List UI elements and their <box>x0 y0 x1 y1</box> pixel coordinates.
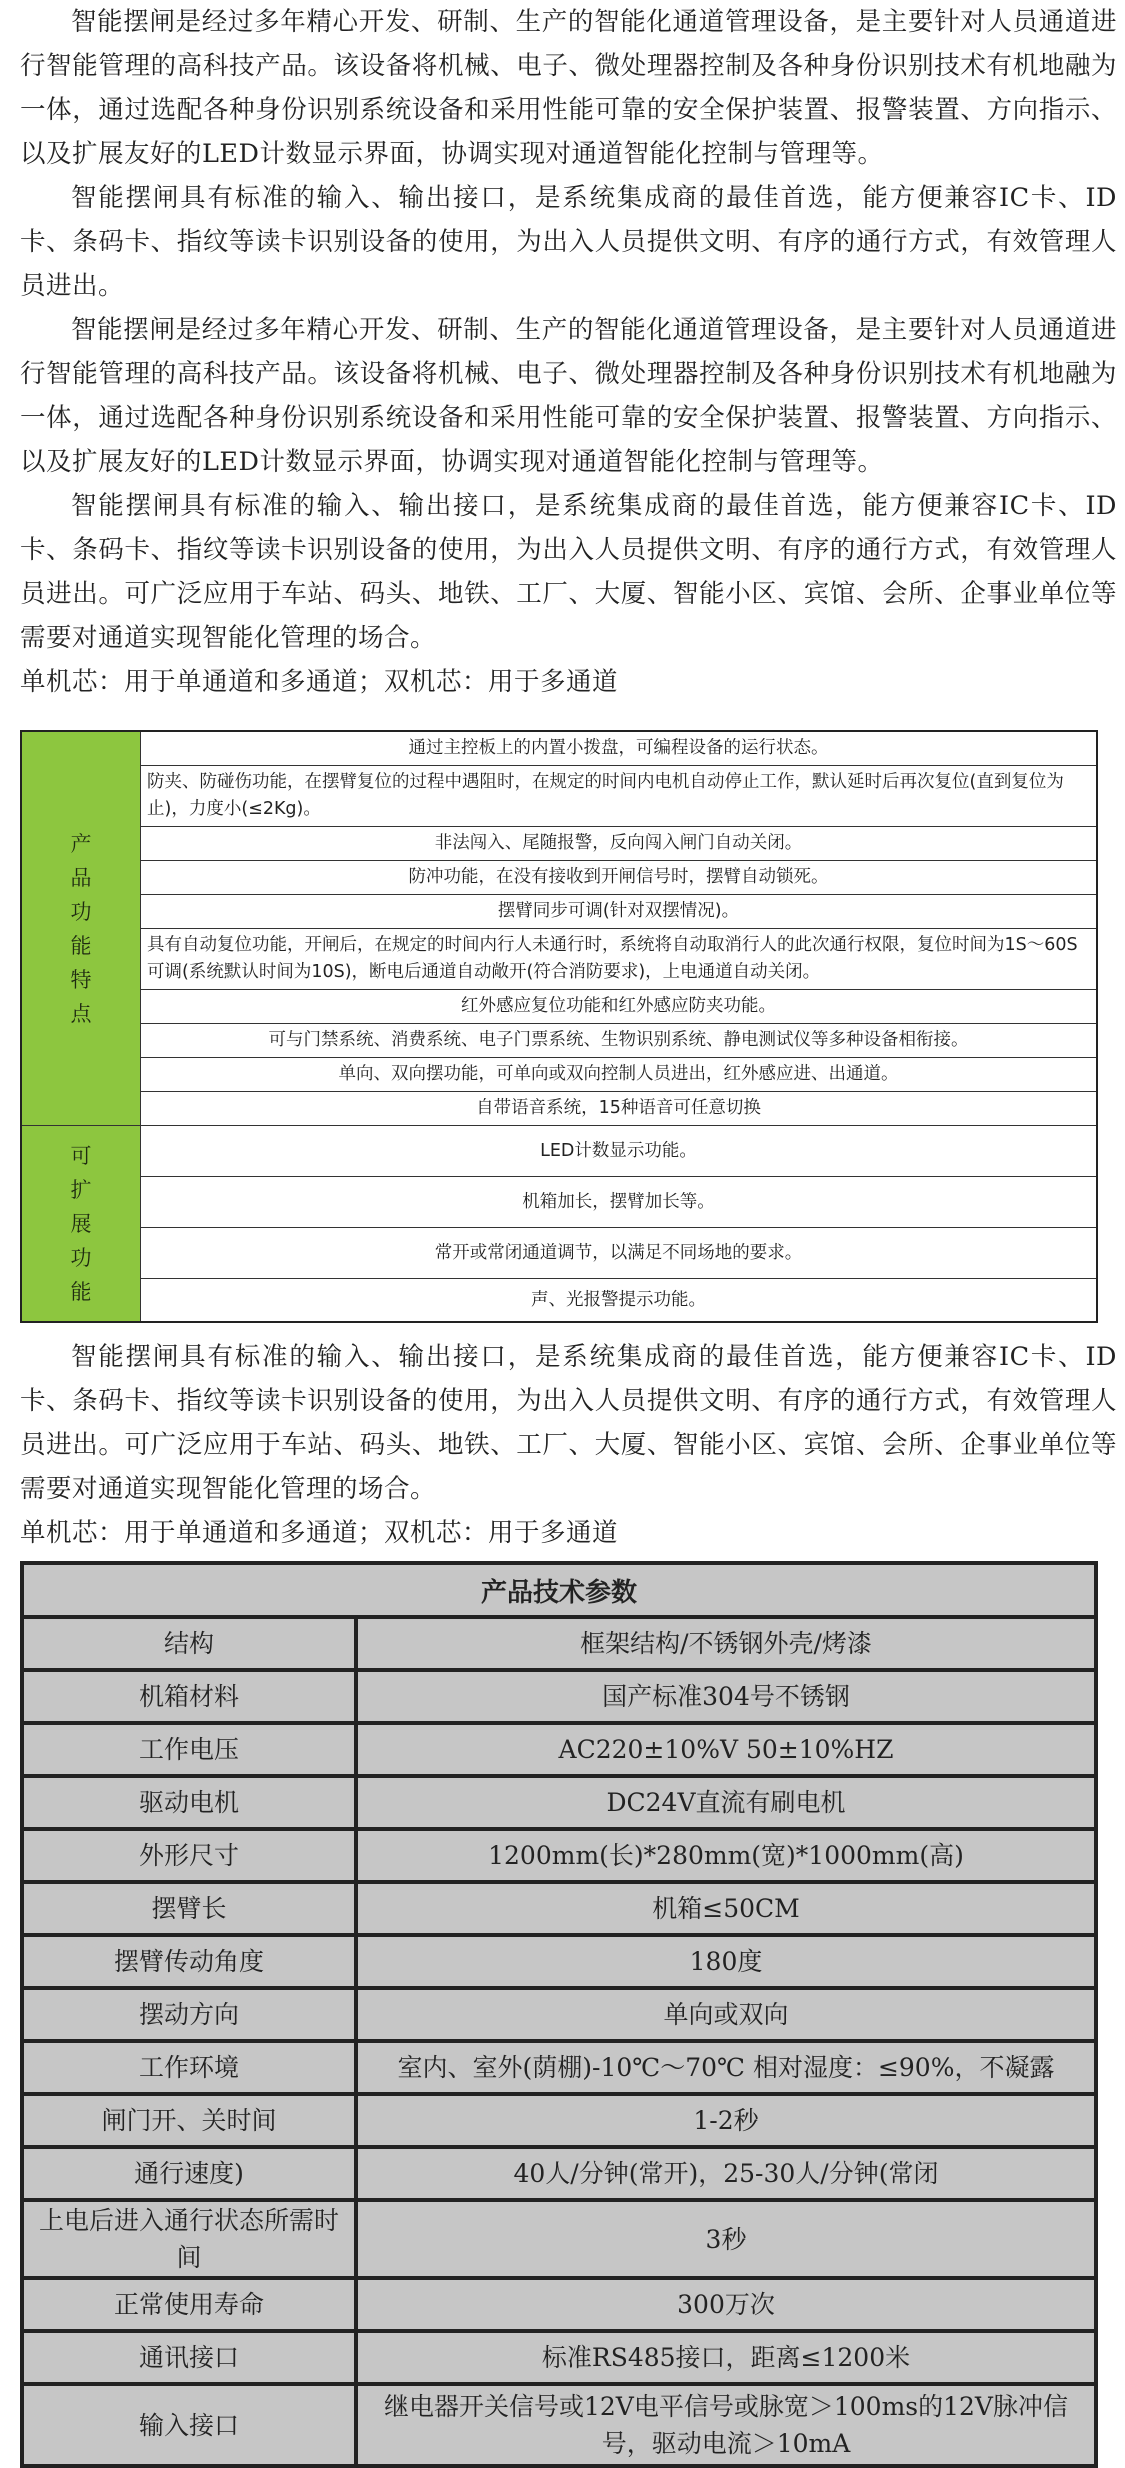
core-note: 单机芯：用于单通道和多通道；双机芯：用于多通道 <box>20 667 619 697</box>
spec-row <box>22 1988 1096 2041</box>
extension-item: LED计数显示功能。 <box>141 1126 1098 1177</box>
feature-item: 可与门禁系统、消费系统、电子门票系统、生物识别系统、静电测试仪等多种设备相衔接。 <box>141 1024 1098 1058</box>
spec-value: 40人/分钟(常开)，25-30人/分钟(常闭 <box>356 2147 1096 2200</box>
feature-row <box>21 1058 1097 1092</box>
spec-row <box>22 1723 1096 1776</box>
extension-row <box>21 1126 1097 1177</box>
extensible-features-category <box>21 1126 141 1323</box>
feature-row <box>21 766 1097 827</box>
spec-row <box>22 2094 1096 2147</box>
spec-label: 结构 <box>22 1617 356 1670</box>
spec-label: 摆臂长 <box>22 1882 356 1935</box>
spec-label: 摆动方向 <box>22 1988 356 2041</box>
feature-item: 防夹、防碰伤功能，在摆臂复位的过程中遇阻时，在规定的时间内电机自动停止工作，默认延时后再次复位(直到复位为止)，力度小(≤2Kg)。 <box>141 766 1098 827</box>
core-note: 单机芯：用于单通道和多通道；双机芯：用于多通道 <box>20 1518 619 1548</box>
spec-value: 300万次 <box>356 2278 1096 2331</box>
spec-value: 单向或双向 <box>356 1988 1096 2041</box>
intro-paragraph-3: 智能摆闸是经过多年精心开发、研制、生产的智能化通道管理设备，是主要针对人员通道进行智能管理的高科技产品。该设备将机械、电子、微处理器控制及各种身份识别技术有机地融为一体，通过选配各种身份识别系统设备和采用性能可靠的安全保护装置、报警装置、方向指示、以及扩展友好的LED计数显示界面，协调实现对通道智能化控制与管理等。 <box>20 315 1117 477</box>
spec-row <box>22 2278 1096 2331</box>
feature-row <box>21 1092 1097 1126</box>
feature-table <box>20 730 1098 1323</box>
spec-value: 框架结构/不锈钢外壳/烤漆 <box>356 1617 1096 1670</box>
feature-item: 非法闯入、尾随报警，反向闯入闸门自动关闭。 <box>141 827 1098 861</box>
feature-row <box>21 1024 1097 1058</box>
spec-value: 室内、室外(荫棚)-10℃～70℃ 相对湿度：≤90%，不凝露 <box>356 2041 1096 2094</box>
spec-value: 机箱≤50CM <box>356 1882 1096 1935</box>
product-features-category <box>21 731 141 1126</box>
spec-label: 驱动电机 <box>22 1776 356 1829</box>
feature-row <box>21 990 1097 1024</box>
spec-label: 通行速度) <box>22 2147 356 2200</box>
extension-row <box>21 1177 1097 1228</box>
intro-paragraph-4: 智能摆闸具有标准的输入、输出接口，是系统集成商的最佳首选，能方便兼容IC卡、ID卡、条码卡、指纹等读卡识别设备的使用，为出入人员提供文明、有序的通行方式，有效管理人员进出。可广泛应用于车站、码头、地铁、工厂、大厦、智能小区、宾馆、会所、企事业单位等需要对通道实现智能化管理的场合。 <box>20 491 1117 653</box>
extension-item: 声、光报警提示功能。 <box>141 1279 1098 1323</box>
extensible-features-label: 可扩展功能 <box>70 1143 92 1304</box>
feature-table-wrapper <box>20 730 1098 1323</box>
spec-label: 机箱材料 <box>22 1670 356 1723</box>
extension-item: 机箱加长，摆臂加长等。 <box>141 1177 1098 1228</box>
spec-label: 外形尺寸 <box>22 1829 356 1882</box>
spec-table <box>20 1561 1098 2468</box>
spec-value: AC220±10%V 50±10%HZ <box>356 1723 1096 1776</box>
spec-row <box>22 1882 1096 1935</box>
spec-row <box>22 1670 1096 1723</box>
feature-item: 防冲功能，在没有接收到开闸信号时，摆臂自动锁死。 <box>141 861 1098 895</box>
feature-item: 自带语音系统，15种语音可任意切换 <box>141 1092 1098 1126</box>
extension-row <box>21 1279 1097 1323</box>
product-features-label: 产品功能特点 <box>70 831 92 1026</box>
spec-table-body <box>22 1617 1096 2466</box>
feature-row <box>21 731 1097 766</box>
spec-row <box>22 2331 1096 2384</box>
spec-row <box>22 2200 1096 2278</box>
feature-item: 红外感应复位功能和红外感应防夹功能。 <box>141 990 1098 1024</box>
spec-label: 闸门开、关时间 <box>22 2094 356 2147</box>
intro-paragraph-2: 智能摆闸具有标准的输入、输出接口，是系统集成商的最佳首选，能方便兼容IC卡、ID卡、条码卡、指纹等读卡识别设备的使用，为出入人员提供文明、有序的通行方式，有效管理人员进出。 <box>20 183 1117 301</box>
spec-row <box>22 1829 1096 1882</box>
spec-value: 标准RS485接口，距离≤1200米 <box>356 2331 1096 2384</box>
intro-paragraph-1: 智能摆闸是经过多年精心开发、研制、生产的智能化通道管理设备，是主要针对人员通道进行智能管理的高科技产品。该设备将机械、电子、微处理器控制及各种身份识别技术有机地融为一体，通过选配各种身份识别系统设备和采用性能可靠的安全保护装置、报警装置、方向指示、以及扩展友好的LED计数显示界面，协调实现对通道智能化控制与管理等。 <box>20 7 1117 169</box>
spec-row <box>22 2147 1096 2200</box>
spec-value: 180度 <box>356 1935 1096 1988</box>
spec-label: 工作环境 <box>22 2041 356 2094</box>
intro-section <box>0 0 1125 704</box>
spec-table-wrapper <box>20 1561 1098 2468</box>
feature-item: 摆臂同步可调(针对双摆情况)。 <box>141 895 1098 929</box>
feature-item: 单向、双向摆功能，可单向或双向控制人员进出，红外感应进、出通道。 <box>141 1058 1098 1092</box>
feature-row <box>21 895 1097 929</box>
feature-item: 通过主控板上的内置小拨盘，可编程设备的运行状态。 <box>141 731 1098 766</box>
feature-item: 具有自动复位功能，开闸后，在规定的时间内行人未通行时，系统将自动取消行人的此次通行权限，复位时间为1S～60S可调(系统默认时间为10S)，断电后通道自动敞开(符合消防要求)，上电通道自动关闭。 <box>141 929 1098 990</box>
spec-row <box>22 1776 1096 1829</box>
spec-row <box>22 2384 1096 2466</box>
spec-label: 通讯接口 <box>22 2331 356 2384</box>
spec-value: DC24V直流有刷电机 <box>356 1776 1096 1829</box>
spec-header-row <box>22 1563 1096 1617</box>
spec-value: 3秒 <box>356 2200 1096 2278</box>
spec-value: 继电器开关信号或12V电平信号或脉宽＞100ms的12V脉冲信号，驱动电流＞10mA <box>356 2384 1096 2466</box>
spec-value: 1200mm(长)*280mm(宽)*1000mm(高) <box>356 1829 1096 1882</box>
spec-row <box>22 2041 1096 2094</box>
spec-table-title: 产品技术参数 <box>22 1563 1096 1617</box>
extension-row <box>21 1228 1097 1279</box>
spec-value: 1-2秒 <box>356 2094 1096 2147</box>
feature-row <box>21 929 1097 990</box>
outro-section <box>0 1335 1125 1555</box>
extension-item: 常开或常闭通道调节，以满足不同场地的要求。 <box>141 1228 1098 1279</box>
feature-row <box>21 827 1097 861</box>
spec-label: 工作电压 <box>22 1723 356 1776</box>
outro-paragraph: 智能摆闸具有标准的输入、输出接口，是系统集成商的最佳首选，能方便兼容IC卡、ID卡、条码卡、指纹等读卡识别设备的使用，为出入人员提供文明、有序的通行方式，有效管理人员进出。可广泛应用于车站、码头、地铁、工厂、大厦、智能小区、宾馆、会所、企事业单位等需要对通道实现智能化管理的场合。 <box>20 1342 1117 1504</box>
spec-value: 国产标准304号不锈钢 <box>356 1670 1096 1723</box>
feature-row <box>21 861 1097 895</box>
spec-label: 正常使用寿命 <box>22 2278 356 2331</box>
spec-label: 摆臂传动角度 <box>22 1935 356 1988</box>
spec-row <box>22 1617 1096 1670</box>
spec-label: 上电后进入通行状态所需时间 <box>22 2200 356 2278</box>
spec-row <box>22 1935 1096 1988</box>
spec-label: 输入接口 <box>22 2384 356 2466</box>
